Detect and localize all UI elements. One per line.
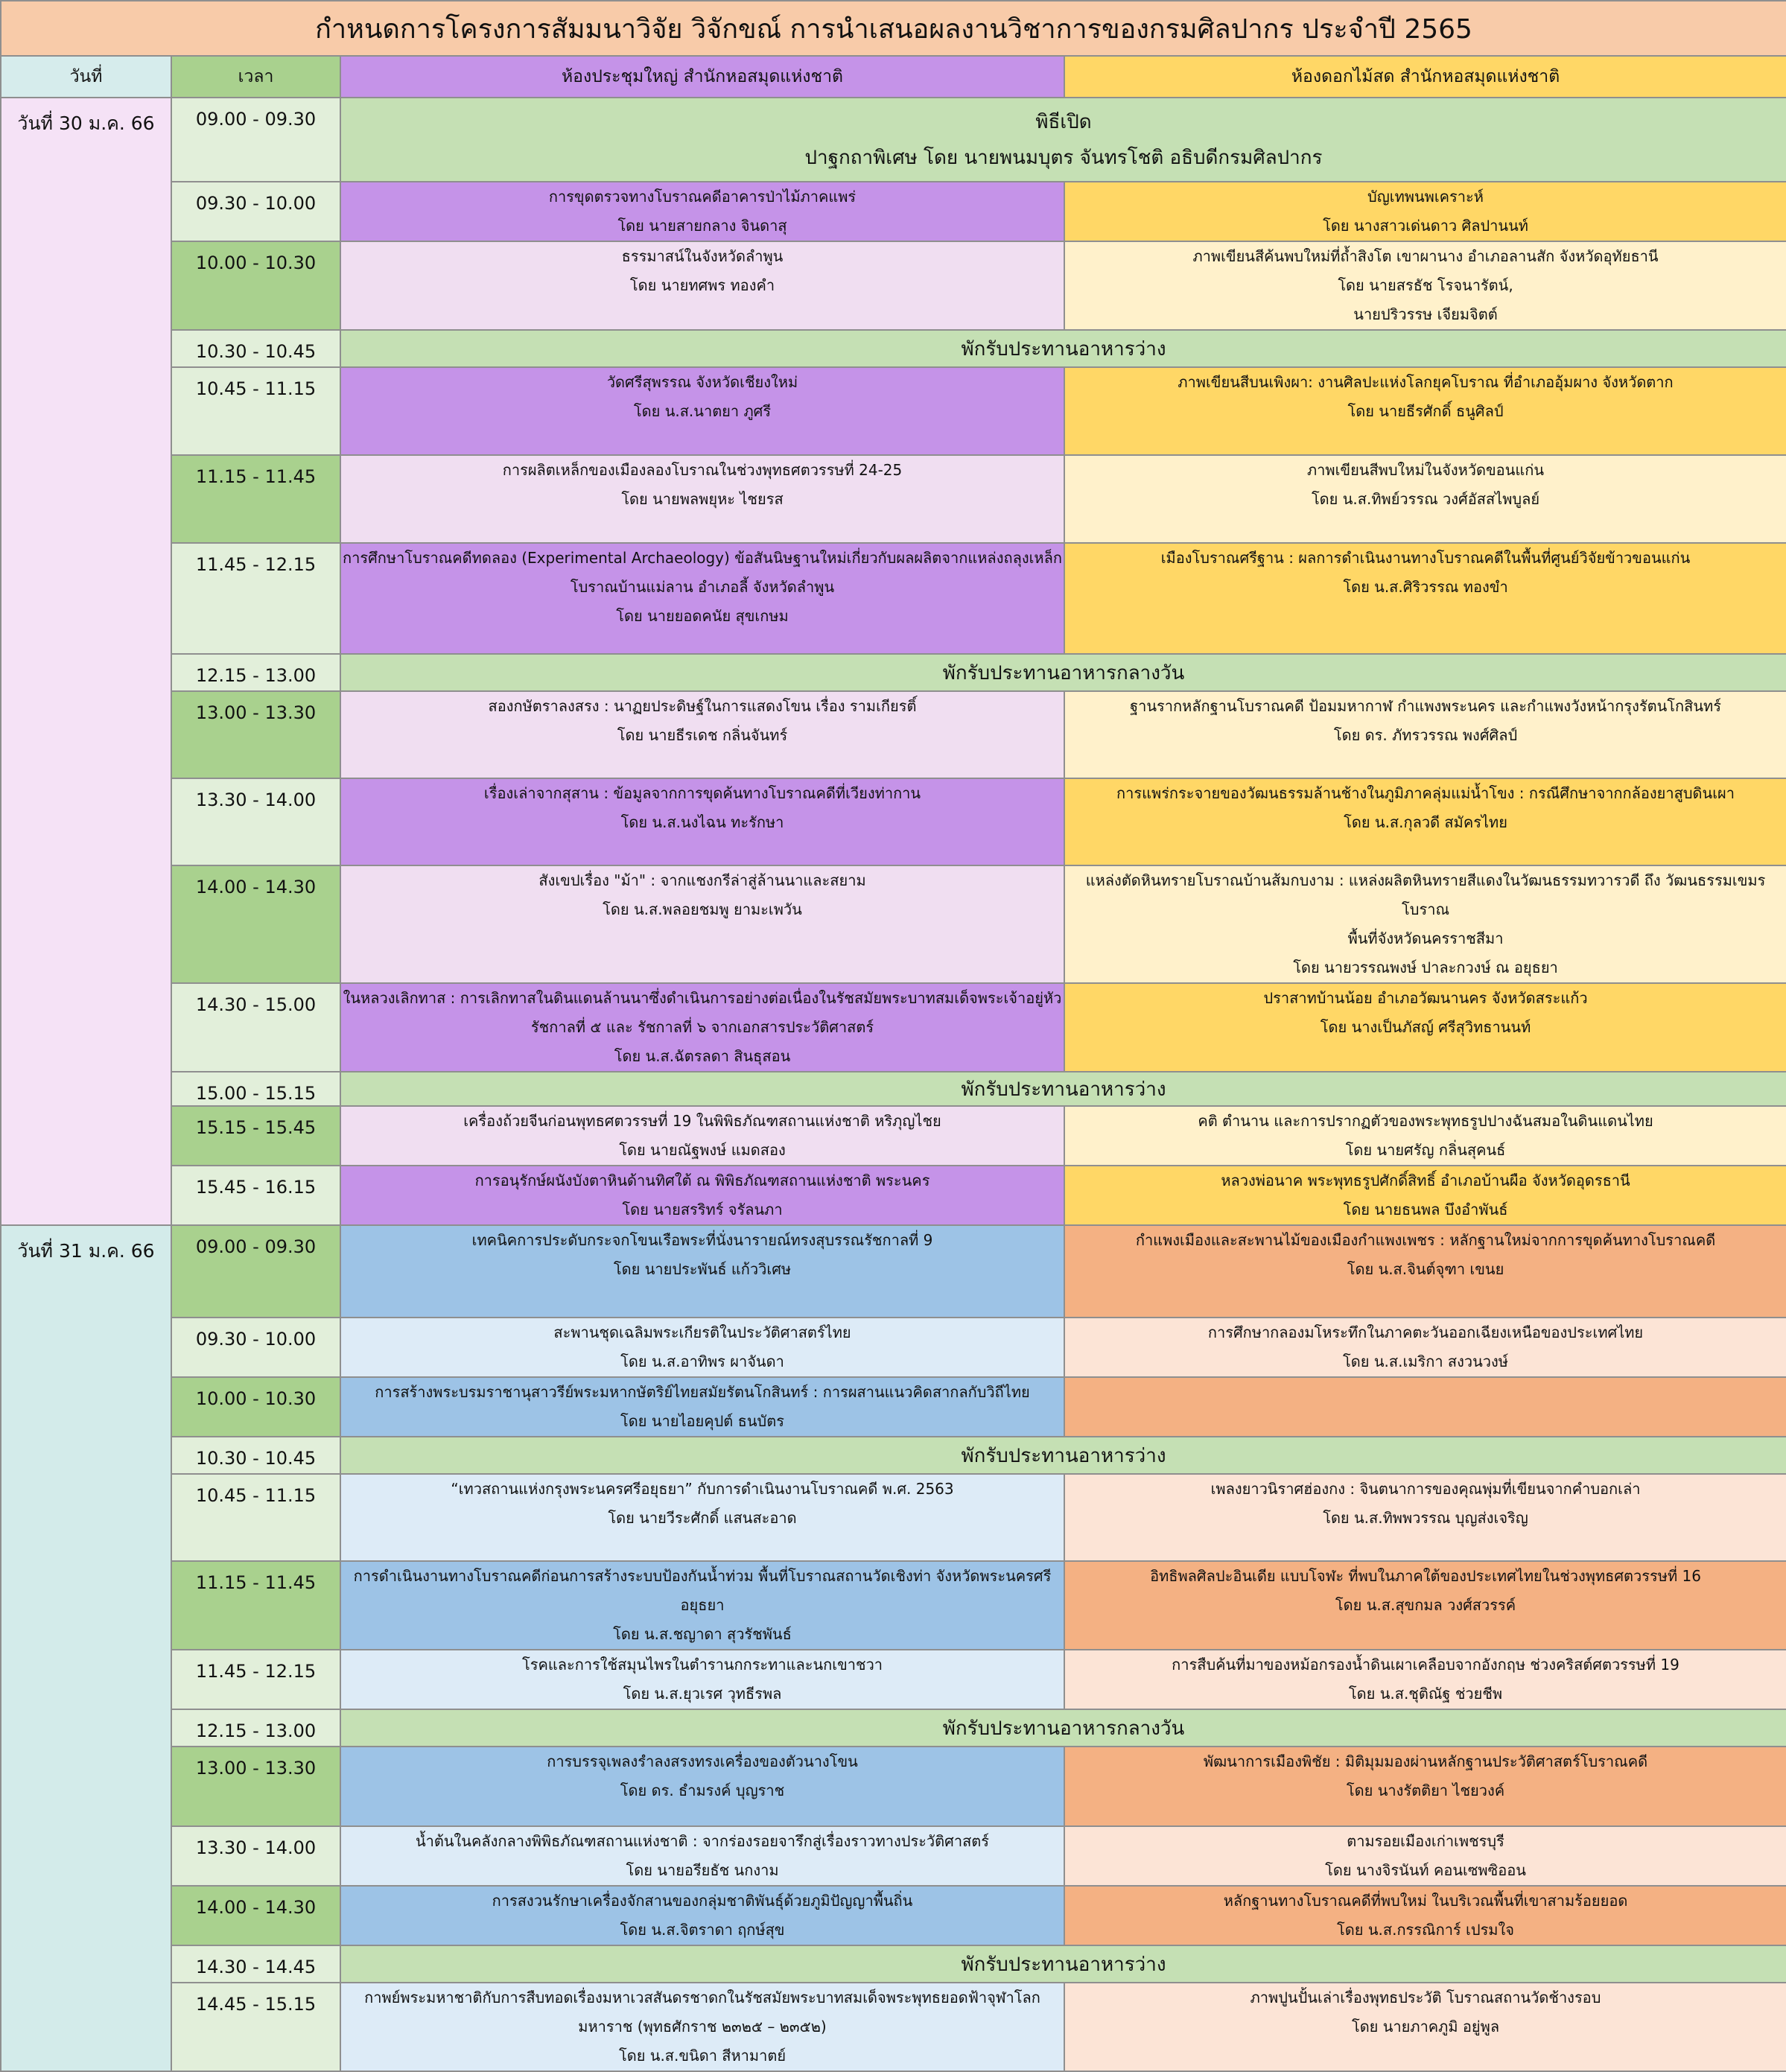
- time-cell: 10.45 - 11.15: [171, 367, 340, 455]
- room1-session: [340, 1166, 1064, 1225]
- session-title: พัฒนาการเมืองพิชัย : มิติมุมมองผ่านหลักฐานประวัติศาสตร์โบราณคดี: [1203, 1752, 1648, 1770]
- room2-session: [1064, 1225, 1786, 1318]
- session-presenter: อยุธยา: [680, 1596, 725, 1614]
- session-presenter: โดย ดร. ภัทรวรรณ พงศ์ศิลป์: [1333, 726, 1518, 744]
- room1-session: [340, 691, 1064, 778]
- session-title: การศึกษาโบราณคดีทดลอง (Experimental Archaeology) ข้อสันนิษฐานใหม่เกี่ยวกับผลผลิตจากแหล่งถลุงเหล็ก: [343, 549, 1062, 567]
- session-title: การขุดตรวจทางโบราณคดีอาคารป่าไม้ภาคแพร่: [548, 188, 857, 206]
- room2-session: [1064, 455, 1786, 543]
- room1-session: [340, 455, 1064, 543]
- session-title: กำแพงเมืองและสะพานไม้ของเมืองกำแพงเพชร : หลักฐานใหม่จากการขุดค้นทางโบราณคดี: [1135, 1231, 1716, 1249]
- session-presenter: โดย น.ส.สุขกมล วงศ์สวรรค์: [1335, 1596, 1516, 1614]
- session-title: คติ ตำนาน และการปรากฏตัวของพระพุทธรูปปางฉันสมอในดินแดนไทย: [1198, 1112, 1653, 1130]
- session-title: เรื่องเล่าจากสุสาน : ข้อมูลจากการขุดค้นทางโบราณคดีที่เวียงท่ากาน: [483, 784, 921, 802]
- room2-session: [1064, 1826, 1786, 1886]
- session-presenter: โดย นายภาคภูมิ อยู่พูล: [1351, 2018, 1500, 2036]
- session-presenter: โดย นายธนพล บึงอำพันธ์: [1343, 1201, 1508, 1218]
- session-title: เพลงยาวนิราศฮ่องกง : จินตนาการของคุณพุ่มที่เขียนจากคำบอกเล่า: [1210, 1480, 1641, 1498]
- break-row: [1, 330, 1786, 367]
- break-label: พักรับประทานอาหารว่าง: [340, 1437, 1786, 1474]
- day-label: วันที่ 31 ม.ค. 66: [1, 1225, 171, 2071]
- session-presenter: โดย นายยอดคนัย สุขเกษม: [616, 607, 789, 625]
- session-title: น้ำต้นในคลังกลางพิพิธภัณฑสถานแห่งชาติ : จากร่องรอยจารึกสู่เรื่องราวทางประวัติศาสตร์: [415, 1832, 990, 1850]
- session-row: [1, 1747, 1786, 1826]
- room2-session: [1064, 1983, 1786, 2071]
- header-time: เวลา: [171, 56, 340, 98]
- session-row: [1, 1318, 1786, 1377]
- header-room2: ห้องดอกไม้สด สำนักหอสมุดแห่งชาติ: [1064, 56, 1786, 98]
- session-presenter: โดย นายอรียธัช นกงาม: [626, 1861, 779, 1879]
- session-row: [1, 1983, 1786, 2071]
- room1-session: [340, 241, 1064, 330]
- room2-session: [1064, 1474, 1786, 1561]
- session-title: ภาพปูนปั้นเล่าเรื่องพุทธประวัติ โบราณสถานวัดช้างรอบ: [1250, 1989, 1601, 2006]
- session-presenter: โดย นายธีรศักดิ์ ธนูศิลป์: [1347, 402, 1504, 420]
- session-presenter: โดย นายศรัญ กลิ่นสุคนธ์: [1345, 1141, 1506, 1159]
- session-presenter: โดย น.ส.อาทิพร ผาจันดา: [620, 1353, 784, 1370]
- break-row: [1, 1945, 1786, 1983]
- session-presenter: โดย นางรัตติยา ไชยวงค์: [1346, 1782, 1505, 1799]
- time-cell: 13.30 - 14.00: [171, 1826, 340, 1886]
- session-row: [1, 367, 1786, 455]
- session-presenter: โดย นายธีรเดช กลิ่นจันทร์: [617, 726, 788, 744]
- session-presenter: โดย ดร. ธำมรงค์ บุญราช: [620, 1782, 785, 1799]
- session-presenter: โบราณบ้านแม่ลาน อำเภอลี้ จังหวัดลำพูน: [570, 578, 835, 596]
- session-presenter: โดย นายสรริทร์ จรัลนภา: [622, 1201, 783, 1218]
- time-cell: 10.30 - 10.45: [171, 330, 340, 367]
- session-title: ตามรอยเมืองเก่าเพชรบุรี: [1347, 1832, 1504, 1850]
- session-row: [1, 1561, 1786, 1650]
- time-cell: 11.45 - 12.15: [171, 1650, 340, 1709]
- session-title: อิทธิพลศิลปะอินเดีย แบบโจฬะ ที่พบในภาคใต้ของประเทศไทยในช่วงพุทธศตวรรษที่ 16: [1150, 1567, 1701, 1585]
- session-presenter: โดย น.ส.พลอยชมพู ยามะเพวัน: [603, 900, 802, 918]
- session-presenter: โดย น.ส.จิตราดา ฤกษ์สุข: [620, 1921, 785, 1939]
- session-title: การแพร่กระจายของวัฒนธรรมล้านช้างในภูมิภาคลุ่มแม่น้ำโขง : กรณีศึกษาจากกล้องยาสูบดินเผา: [1116, 784, 1735, 802]
- session-row: [1, 691, 1786, 778]
- break-label: พักรับประทานอาหารว่าง: [340, 1945, 1786, 1983]
- room1-session: [340, 778, 1064, 865]
- time-cell: 10.00 - 10.30: [171, 241, 340, 330]
- room2-session: [1064, 778, 1786, 865]
- room1-session: [340, 182, 1064, 241]
- break-label: พักรับประทานอาหารว่าง: [340, 330, 1786, 367]
- day-label: วันที่ 30 ม.ค. 66: [1, 98, 171, 1225]
- time-cell: 09.30 - 10.00: [171, 182, 340, 241]
- time-cell: 09.30 - 10.00: [171, 1318, 340, 1377]
- session-presenter: โดย น.ส.ศิริวรรณ ทองขำ: [1343, 578, 1508, 596]
- session-row: [1, 1225, 1786, 1318]
- time-cell: 14.45 - 15.15: [171, 1983, 340, 2071]
- session-title: สังเขปเรื่อง "ม้า" : จากแชงกรีล่าสู่ล้านนาและสยาม: [538, 871, 866, 889]
- session-presenter: โดย น.ส.กุลวดี สมัครไทย: [1344, 813, 1507, 831]
- session-title: แหล่งตัดหินทรายโบราณบ้านส้มกบงาม : แหล่งผลิตหินทรายสีแดงในวัฒนธรรมทวารวดี ถึง วัฒนธรรมเขมรโบราณ: [1085, 871, 1766, 918]
- session-title: การสืบค้นที่มาของหม้อกรองน้ำดินเผาเคลือบจากอังกฤษ ช่วงคริสต์ศตวรรษที่ 19: [1172, 1656, 1679, 1674]
- room1-session: [340, 1377, 1064, 1437]
- session-title: ปราสาทบ้านน้อย อำเภอวัฒนานคร จังหวัดสระแก้ว: [1263, 989, 1588, 1007]
- session-title: การศึกษากลองมโหระทึกในภาคตะวันออกเฉียงเหนือของประเทศไทย: [1207, 1323, 1644, 1341]
- session-title: สะพานชุดเฉลิมพระเกียรติในประวัติศาสตร์ไทย: [553, 1323, 851, 1341]
- break-row: [1, 654, 1786, 691]
- room1-session: [340, 543, 1064, 654]
- opening-line: พิธีเปิด: [1035, 110, 1092, 133]
- time-cell: 15.45 - 16.15: [171, 1166, 340, 1225]
- page-title: กำหนดการโครงการสัมมนาวิจัย วิจักขณ์ การนำเสนอผลงานวิชาการของกรมศิลปากร ประจำปี 2565: [1, 1, 1786, 56]
- session-presenter: โดย นายประพันธ์ แก้ววิเศษ: [613, 1260, 792, 1278]
- time-cell: 09.00 - 09.30: [171, 98, 340, 182]
- room1-session: [340, 1886, 1064, 1945]
- room1-session: [340, 1225, 1064, 1318]
- room2-session: [1064, 241, 1786, 330]
- room1-session: [340, 1747, 1064, 1826]
- session-row: [1, 455, 1786, 543]
- session-presenter: โดย น.ส.ฉัตรลดา สินธุสอน: [614, 1047, 791, 1065]
- session-row: [1, 1886, 1786, 1945]
- room1-session: [340, 1318, 1064, 1377]
- session-title: วัดศรีสุพรรณ จังหวัดเชียงใหม่: [606, 373, 798, 391]
- room2-session: [1064, 983, 1786, 1072]
- session-presenter: โดย นายสายกลาง จินดาสุ: [617, 217, 787, 235]
- room1-session: [340, 983, 1064, 1072]
- room2-session: [1064, 1318, 1786, 1377]
- session-title: การดำเนินงานทางโบราณคดีก่อนการสร้างระบบป้องกันน้ำท่วม พื้นที่โบราณสถานวัดเชิงท่า จังหวัดพระนครศรี: [353, 1567, 1052, 1585]
- room2-session: [1064, 367, 1786, 455]
- session-row: [1, 182, 1786, 241]
- header-room1: ห้องประชุมใหญ่ สำนักหอสมุดแห่งชาติ: [340, 56, 1064, 98]
- session-title: เครื่องถ้วยจีนก่อนพุทธศตวรรษที่ 19 ในพิพิธภัณฑสถานแห่งชาติ หริภุญไชย: [463, 1112, 941, 1130]
- session-presenter: โดย น.ส.จินต์จุฑา เขนย: [1347, 1260, 1504, 1278]
- session-title: ภาพเขียนสีพบใหม่ในจังหวัดขอนแก่น: [1306, 461, 1545, 479]
- session-presenter: มหาราช (พุทธศักราช ๒๓๒๕ – ๒๓๕๒): [578, 2018, 827, 2036]
- session-title: การบรรจุเพลงรำลงสรงทรงเครื่องของตัวนางโขน: [547, 1752, 858, 1770]
- session-title: การสร้างพระบรมราชานุสาวรีย์พระมหากษัตริย์ไทยสมัยรัตนโกสินทร์ : การผสานแนวคิดสากลกับวิถีไทย: [375, 1383, 1030, 1401]
- session-presenter: โดย น.ส.กรรณิการ์ เปรมใจ: [1337, 1921, 1514, 1939]
- time-cell: 12.15 - 13.00: [171, 654, 340, 691]
- room1-session: [340, 367, 1064, 455]
- session-row: [1, 1166, 1786, 1225]
- session-row: [1, 1377, 1786, 1437]
- room2-session: [1064, 1886, 1786, 1945]
- session-presenter: โดย น.ส.ชญาดา สุวรัชพันธ์: [613, 1625, 792, 1643]
- session-title: ในหลวงเลิกทาส : การเลิกทาสในดินแดนล้านนาซึ่งดำเนินการอย่างต่อเนื่องในรัชสมัยพระบาทสมเด็จพระเจ้าอยู่หัว: [343, 989, 1062, 1007]
- time-cell: 13.00 - 13.30: [171, 1747, 340, 1826]
- session-title: หลวงพ่อนาค พระพุทธรูปศักดิ์สิทธิ์ อำเภอบ้านผือ จังหวัดอุดรธานี: [1221, 1172, 1630, 1189]
- room1-session: [340, 1106, 1064, 1166]
- session-presenter: โดย นายพลพยุหะ ไชยรส: [621, 490, 784, 508]
- room1-session: [340, 1826, 1064, 1886]
- session-presenter: โดย น.ส.ทิพย์วรรณ วงศ์อัสสไพบูลย์: [1311, 490, 1540, 508]
- room2-session: [1064, 1747, 1786, 1826]
- break-row: [1, 1709, 1786, 1747]
- session-title: “เทวสถานแห่งกรุงพระนครศรีอยุธยา” กับการดำเนินงานโบราณคดี พ.ศ. 2563: [451, 1480, 954, 1498]
- room1-session: [340, 1561, 1064, 1650]
- session-title: โรคและการใช้สมุนไพรในตำรานกกระทาและนกเขาชวา: [521, 1656, 883, 1674]
- time-cell: 11.15 - 11.45: [171, 1561, 340, 1650]
- session-presenter: โดย นายไอยคุปต์ ธนบัตร: [620, 1412, 784, 1430]
- time-cell: 14.00 - 14.30: [171, 1886, 340, 1945]
- room1-session: [340, 1474, 1064, 1561]
- header-row: [1, 56, 1786, 98]
- session-presenter: รัชกาลที่ ๕ และ รัชกาลที่ ๖ จากเอกสารประวัติศาสตร์: [530, 1018, 874, 1036]
- time-cell: 10.00 - 10.30: [171, 1377, 340, 1437]
- break-label: พักรับประทานอาหารกลางวัน: [340, 654, 1786, 691]
- session-title: เมืองโบราณศรีฐาน : ผลการดำเนินงานทางโบราณคดีในพื้นที่ศูนย์วิจัยข้าวขอนแก่น: [1160, 549, 1691, 567]
- session-title: ฐานรากหลักฐานโบราณคดี ป้อมมหากาฬ กำแพงพระนคร และกำแพงวังหน้ากรุงรัตนโกสินทร์: [1130, 697, 1721, 715]
- room1-session: [340, 1650, 1064, 1709]
- session-row: [1, 983, 1786, 1072]
- session-row: [1, 865, 1786, 983]
- room2-session: [1064, 543, 1786, 654]
- session-row: [1, 1106, 1786, 1166]
- session-row: [1, 1650, 1786, 1709]
- session-presenter: โดย นายณัฐพงษ์ แมดสอง: [619, 1141, 786, 1159]
- time-cell: 11.45 - 12.15: [171, 543, 340, 654]
- title-row: [1, 1, 1786, 56]
- session-title: ธรรมาสน์ในจังหวัดลำพูน: [621, 247, 784, 265]
- session-presenter: โดย น.ส.ยุวเรศ วุทธีรพล: [623, 1685, 782, 1703]
- room2-session: [1064, 1377, 1786, 1437]
- session-presenter: โดย น.ส.เมริกา สงวนวงษ์: [1343, 1353, 1508, 1370]
- session-presenter: นายปริวรรษ เจียมจิตต์: [1353, 305, 1498, 323]
- room2-session: [1064, 1650, 1786, 1709]
- opening-line: ปาฐกถาพิเศษ โดย นายพนมบุตร จันทรโชติ อธิบดีกรมศิลปากร: [804, 146, 1323, 169]
- session-presenter: โดย น.ส.ขนิดา สีหามาตย์: [618, 2047, 786, 2065]
- break-label: พักรับประทานอาหารว่าง: [340, 1072, 1786, 1106]
- session-title: หลักฐานทางโบราณคดีที่พบใหม่ ในบริเวณพื้นที่เขาสามร้อยยอด: [1223, 1892, 1628, 1910]
- session-presenter: พื้นที่จังหวัดนครราชสีมา: [1347, 929, 1504, 947]
- time-cell: 09.00 - 09.30: [171, 1225, 340, 1318]
- room2-session: [1064, 1106, 1786, 1166]
- session-presenter: โดย น.ส.ชุติณัฐ ช่วยชีพ: [1348, 1685, 1503, 1703]
- room2-session: [1064, 182, 1786, 241]
- time-cell: 12.15 - 13.00: [171, 1709, 340, 1747]
- time-cell: 15.15 - 15.45: [171, 1106, 340, 1166]
- session-title: การอนุรักษ์ผนังบังตาหินด้านทิศใต้ ณ พิพิธภัณฑสถานแห่งชาติ พระนคร: [474, 1172, 930, 1189]
- room2-session: [1064, 865, 1786, 983]
- session-title: การผลิตเหล็กของเมืองลองโบราณในช่วงพุทธศตวรรษที่ 24-25: [502, 461, 903, 479]
- session-presenter: โดย นายวีระศักดิ์ แสนสะอาด: [608, 1509, 797, 1527]
- session-row: [1, 1826, 1786, 1886]
- session-title: ภาพเขียนสีค้นพบใหม่ที่ถ้ำสิงโต เขาผานาง อำเภอลานสัก จังหวัดอุทัยธานี: [1192, 247, 1659, 265]
- time-cell: 11.15 - 11.45: [171, 455, 340, 543]
- session-title: กาพย์พระมหาชาติกับการสืบทอดเรื่องมหาเวสสันดรชาดกในรัชสมัยพระบาทสมเด็จพระพุทธยอดฟ้าจุฬาโลก: [364, 1989, 1040, 2006]
- time-cell: 15.00 - 15.15: [171, 1072, 340, 1106]
- session-row: [1, 1474, 1786, 1561]
- room2-session: [1064, 691, 1786, 778]
- room2-session: [1064, 1561, 1786, 1650]
- room1-session: [340, 865, 1064, 983]
- session-title: การสงวนรักษาเครื่องจักสานของกลุ่มชาติพันธุ์ด้วยภูมิปัญญาพื้นถิ่น: [492, 1892, 913, 1910]
- room1-session: [340, 1983, 1064, 2071]
- session-presenter: โดย นายสรธัช โรจนารัตน์,: [1338, 276, 1513, 294]
- time-cell: 13.30 - 14.00: [171, 778, 340, 865]
- session-presenter: โดย น.ส.นาตยา ภูศรี: [633, 402, 772, 420]
- session-row: [1, 98, 1786, 182]
- session-row: [1, 543, 1786, 654]
- session-title: เทคนิคการประดับกระจกโขนเรือพระที่นั่งนารายณ์ทรงสุบรรณรัชกาลที่ 9: [471, 1231, 933, 1249]
- time-cell: 10.30 - 10.45: [171, 1437, 340, 1474]
- time-cell: 10.45 - 11.15: [171, 1474, 340, 1561]
- break-row: [1, 1437, 1786, 1474]
- break-row: [1, 1072, 1786, 1106]
- session-presenter: โดย น.ส.นงไฉน ทะรักษา: [620, 813, 784, 831]
- time-cell: 13.00 - 13.30: [171, 691, 340, 778]
- opening-ceremony: [340, 98, 1786, 182]
- time-cell: 14.00 - 14.30: [171, 865, 340, 983]
- session-presenter: โดย นางเป็นภัสญ์ ศรีสุวิทธานนท์: [1320, 1018, 1531, 1036]
- time-cell: 14.30 - 15.00: [171, 983, 340, 1072]
- session-title: ภาพเขียนสีบนเพิงผา: งานศิลปะแห่งโลกยุคโบราณ ที่อำเภออุ้มผาง จังหวัดตาก: [1178, 373, 1674, 391]
- break-label: พักรับประทานอาหารกลางวัน: [340, 1709, 1786, 1747]
- session-presenter: โดย นายวรรณพงษ์ ปาละกวงษ์ ณ อยุธยา: [1293, 959, 1558, 976]
- session-presenter: โดย นายทศพร ทองคำ: [629, 276, 775, 294]
- time-cell: 14.30 - 14.45: [171, 1945, 340, 1983]
- header-day: วันที่: [1, 56, 171, 98]
- session-row: [1, 778, 1786, 865]
- session-title: สองกษัตราลงสรง : นาฏยประดิษฐ์ในการแสดงโขน เรื่อง รามเกียรติ์: [488, 697, 917, 715]
- session-presenter: โดย นางจิรนันท์ คอนเซพซิออน: [1325, 1861, 1526, 1879]
- session-presenter: โดย น.ส.ทิพพวรรณ บุญส่งเจริญ: [1323, 1509, 1528, 1527]
- session-presenter: โดย นางสาวเด่นดาว ศิลปานนท์: [1323, 217, 1528, 235]
- session-title: บัญเทพนพเคราะห์: [1367, 188, 1484, 206]
- session-row: [1, 241, 1786, 330]
- room2-session: [1064, 1166, 1786, 1225]
- schedule-body: [1, 98, 1786, 2071]
